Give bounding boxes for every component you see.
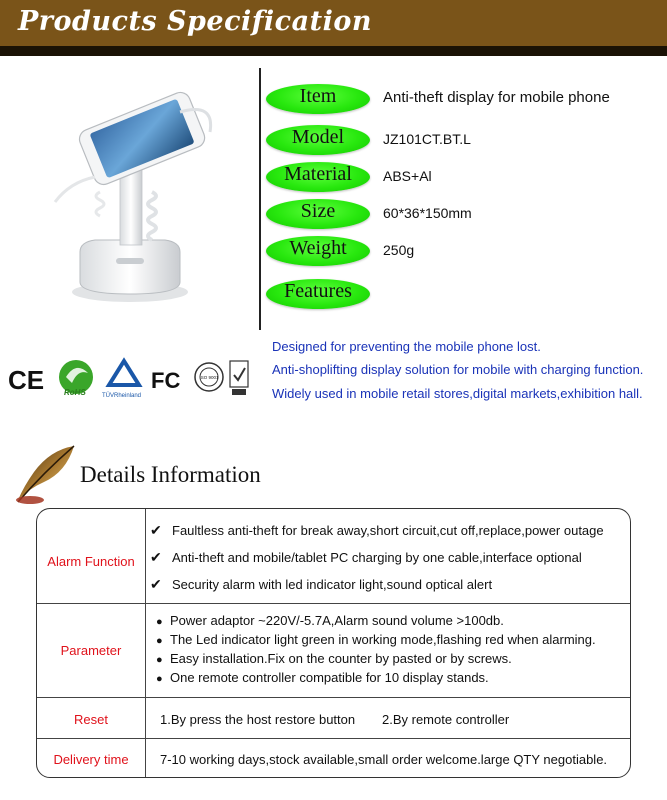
reset-option: 2.By remote controller [382, 712, 510, 727]
quill-icon [10, 442, 80, 507]
svg-text:ISO 9001: ISO 9001 [199, 375, 219, 380]
spec-label: Weight [289, 237, 347, 259]
tuv-logo [102, 361, 141, 399]
header-banner-shadow [0, 46, 667, 56]
table-row-divider [37, 603, 630, 604]
spec-value: 250g [383, 242, 415, 258]
spec-label: Model [291, 126, 345, 148]
bullet-icon: ● [156, 654, 163, 666]
details-title: Details Information [80, 462, 261, 487]
parameter-item: ● Power adaptor ~220V/-5.7A,Alarm sound volume >100db. [156, 613, 504, 628]
bullet-icon: ● [156, 673, 163, 685]
table-row-divider [37, 697, 630, 698]
spec-value: ABS+Al [383, 168, 432, 184]
row-label-alarm-function: Alarm Function [47, 554, 135, 569]
feature-line: Widely used in mobile retail stores,digital markets,exhibition hall. [272, 386, 643, 401]
spec-label: Size [300, 200, 336, 222]
spec-label: Material [284, 163, 352, 185]
vertical-divider [259, 68, 261, 330]
row-label-delivery-time: Delivery time [53, 752, 129, 767]
bullet-icon: ● [156, 635, 163, 647]
iso-logo [195, 363, 223, 391]
parameter-item: ● The Led indicator light green in working mode,flashing red when alarming. [156, 632, 596, 647]
spec-value: JZ101CT.BT.L [383, 131, 471, 147]
table-row-divider [37, 738, 630, 739]
ukas-logo [230, 361, 248, 395]
certification-logos [6, 355, 256, 405]
checkmark-icon: ✔ [150, 576, 162, 592]
parameter-item: ● One remote controller compatible for 10 display stands. [156, 670, 489, 685]
spec-label: Item [299, 85, 337, 107]
page-title: Products Specification [18, 6, 372, 37]
alarm-item: ✔ Faultless anti-theft for break away,short circuit,cut off,replace,power outage [150, 522, 604, 538]
feature-line: Designed for preventing the mobile phone lost. [272, 339, 541, 354]
ce-logo: CE [8, 365, 45, 395]
spec-value: Anti-theft display for mobile phone [383, 89, 610, 106]
svg-text:TÜVRheinland: TÜVRheinland [102, 393, 142, 399]
alarm-item: ✔ Anti-theft and mobile/tablet PC charging by one cable,interface optional [150, 549, 582, 565]
checkmark-icon: ✔ [150, 549, 162, 565]
svg-text:RoHS: RoHS [64, 388, 86, 397]
spec-value: 60*36*150mm [383, 205, 472, 221]
product-photo [40, 82, 215, 307]
spec-label: Features [284, 280, 352, 302]
bullet-icon: ● [156, 616, 163, 628]
checkmark-icon: ✔ [150, 522, 162, 538]
table-column-divider [145, 509, 146, 777]
row-label-parameter: Parameter [60, 643, 122, 658]
feature-line: Anti-shoplifting display solution for mobile with charging function. [272, 362, 644, 377]
parameter-item: ● Easy installation.Fix on the counter by pasted or by screws. [156, 651, 512, 666]
alarm-item: ✔ Security alarm with led indicator light,sound optical alert [150, 576, 493, 592]
rohs-logo [59, 360, 93, 397]
fcc-logo: FC [151, 368, 181, 393]
row-label-reset: Reset [74, 712, 108, 727]
delivery-text: 7-10 working days,stock available,small order welcome.large QTY negotiable. [160, 752, 608, 767]
reset-option: 1.By press the host restore button [160, 712, 356, 727]
